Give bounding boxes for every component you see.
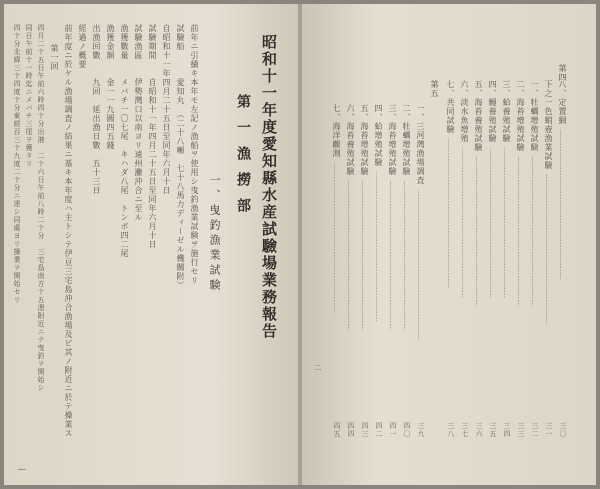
body-line: 四月二十五日午前六時四十分出港 二十六日午前八時二十分 三宅島南方十五浬附近ニテ曳釣ヲ開始シ (37, 24, 45, 392)
toc-entry-label: 七、共同試驗 (446, 80, 455, 134)
body-line: 四十分北緯三十四度十分東經百三十九度二十分ニ達シ同處ヨリ操業ヲ開始セリ (13, 24, 21, 304)
toc-entry-label: 六、淡水魚增殖 (460, 80, 469, 143)
toc-leader: ………………………………………………………………… (388, 180, 396, 330)
toc-leader: ………………………………………………………………… (460, 147, 468, 297)
toc-entry-label: 二、海苔增殖試驗 (516, 80, 525, 152)
left-page (4, 4, 298, 485)
toc-entry-page: 三三 (517, 422, 525, 438)
toc-heading: 第四 (558, 64, 567, 82)
toc-heading: 第五 (430, 80, 439, 98)
body-line: 試驗期間 自昭和十一年四月二十五日至同年六月十日 (148, 24, 157, 249)
toc-entry-page: 四五 (333, 422, 341, 438)
toc-entry-label: 三、蛤養殖試驗 (502, 80, 511, 143)
body-line: 經過ノ概要 (78, 24, 87, 69)
report-title: 昭和十一年度愛知縣水産試驗場業務報告 (260, 34, 278, 340)
toc-entry-label: 一、三河灣漁場調査 (416, 104, 425, 185)
toc-leader: ………………………………………………………………… (474, 156, 482, 306)
chapter-title: 第一漁撈部 (235, 94, 251, 224)
toc-leader: ………………………………………………………………… (360, 180, 368, 330)
body-line: 前年ニ引續キ本年モ左記ノ漁船ヲ使用シ曳釣漁業試験ヲ施行セリ (190, 24, 199, 285)
toc-entry-label: 四、鰻養殖試驗 (488, 80, 497, 143)
body-line: 漁獲金額 金一一九圓四五錢 (106, 24, 115, 150)
toc-entry-page: 三七 (461, 422, 469, 438)
section-title: 一、曳釣漁業試験 (208, 174, 221, 294)
toc-entry-page: 四〇 (403, 422, 411, 438)
page-number: 二 (314, 364, 322, 372)
toc-entry-label: 八、定置網 (558, 80, 567, 125)
page-mark (18, 469, 26, 470)
toc-entry-page: 四四 (347, 422, 355, 438)
body-line: 漁獲數量 メバチ一〇七尾 キハダ八尾 トンボ四二尾 (120, 24, 129, 258)
toc-entry-page: 四二 (375, 422, 383, 438)
toc-entry-label: 七、海洋觀測 (332, 104, 341, 158)
toc-entry-page: 三〇 (559, 422, 567, 438)
body-line: 出漁回數 九回 延出漁日數 五十三日 (92, 24, 101, 195)
toc-leader: ………………………………………………………………… (516, 156, 524, 306)
toc-leader: ………………………………………………………………… (558, 129, 566, 279)
body-line: 試驗漁區 伊勢灣口以南ヨリ遠州灘沖合ニ至ル (134, 24, 143, 222)
toc-leader: ………………………………………………………………… (544, 174, 552, 324)
toc-entry-label: 一、牡蠣增殖試験 (530, 80, 539, 152)
toc-entry-page: 三六 (475, 422, 483, 438)
toc-entry-page: 四一 (389, 422, 397, 438)
toc-entry-page: 三八 (447, 422, 455, 438)
body-line: 第一回 (50, 44, 59, 71)
toc-entry-label: 下之一色蛸壺漁業試驗 (544, 80, 553, 170)
toc-entry-page: 三五 (489, 422, 497, 438)
toc-entry-label: 四、蛤增殖試驗 (374, 104, 383, 167)
right-page (302, 4, 596, 485)
toc-entry-page: 三四 (503, 422, 511, 438)
toc-entry-page: 三九 (417, 422, 425, 438)
toc-leader: ………………………………………………………………… (346, 180, 354, 330)
body-line: 同日午前十一時迄ニメバチ三尾ヲ獲タリ (25, 24, 33, 168)
toc-entry-label: 二、牡蠣增殖試驗 (402, 104, 411, 176)
toc-leader: ………………………………………………………………… (416, 189, 424, 339)
toc-entry-page: 四三 (361, 422, 369, 438)
book-spread (4, 4, 596, 485)
body-line: 前年度ニ於ケル漁場調査ノ結果ニ基キ本年度ハ主トシテ伊豆三宅島沖合漁場及ビ其ノ附近ニ於テ操業ス (64, 24, 73, 438)
toc-entry-label: 五、海苔養殖試驗 (474, 80, 483, 152)
body-line: 試驗船 愛知丸 （二十八噸 七十八馬力ディーゼル機關附） (176, 24, 185, 290)
toc-leader: ………………………………………………………………… (530, 156, 538, 306)
toc-entry-label: 三、海苔增殖試驗 (388, 104, 397, 176)
toc-entry-page: 三二 (531, 422, 539, 438)
body-line: 自昭和十一年四月二十五日至同年六月十日 (162, 24, 171, 195)
toc-leader: ………………………………………………………………… (402, 180, 410, 330)
toc-entry-page: 三一 (545, 422, 553, 438)
toc-leader: ………………………………………………………………… (502, 147, 510, 297)
toc-leader: ………………………………………………………………… (332, 162, 340, 312)
toc-leader: ………………………………………………………………… (374, 171, 382, 321)
toc-entry-label: 五、海苔增殖試驗 (360, 104, 369, 176)
toc-leader: ………………………………………………………………… (446, 138, 454, 288)
toc-entry-label: 六、海苔養殖試驗 (346, 104, 355, 176)
toc-leader: ………………………………………………………………… (488, 147, 496, 297)
